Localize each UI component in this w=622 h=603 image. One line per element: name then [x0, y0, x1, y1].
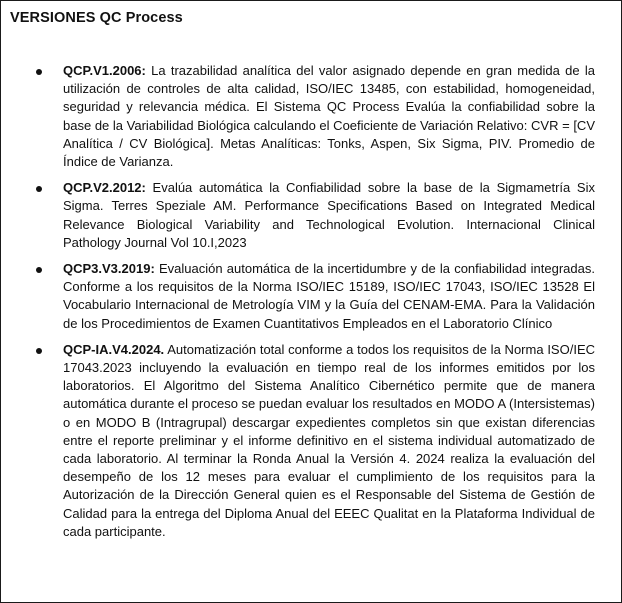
- version-item-v2: [63, 179, 595, 252]
- version-code: QCP.V2.2012:: [63, 180, 146, 196]
- bullet-icon: [36, 186, 42, 192]
- version-item-v1: [63, 62, 595, 171]
- version-description: Evaluación automática de la incertidumbre y de la confiabilidad integradas. Conforme a los requisitos de la Norma ISO/IEC 15189, ISO/IEC 17043, ISO/IEC 13528 El Vocabulario Internacional de Metrología VIM y la Guía del CENAM-EMA. Para la Validación de los Procedimientos de Examen Cuantitativos Empleados en el Laboratorio Clínico: [63, 261, 595, 331]
- bullet-icon: [36, 69, 42, 75]
- version-item-v4: [63, 341, 595, 541]
- version-description: La trazabilidad analítica del valor asignado depende en gran medida de la utilización de controles de alta calidad, ISO/IEC 13485, con estabilidad, homogeneidad, seguridad y relevancia médica. El Sistema QC Process Evalúa la confiabilidad sobre la base de la Variabilidad Biológica calculando el Coeficiente de Variación Relativo: CVR = [CV Analítica / CV Biológica]. Metas Analíticas: Tonks, Aspen, Six Sigma, PIV. Promedio de Índice de Varianza.: [63, 63, 595, 170]
- version-code: QCP3.V3.2019:: [63, 261, 155, 277]
- version-code: QCP.V1.2006:: [63, 63, 146, 78]
- bullet-icon: [36, 267, 42, 273]
- version-description: Evalúa automática la Confiabilidad sobre la base de la Sigmametría Six Sigma. Terres Speziale AM. Performance Specifications Based on Integrated Medical Relevance Biological Variability and Technological Evolution. Internacional Clinical Pathology Journal Vol 10.I,2023: [63, 180, 595, 250]
- version-code: QCP-IA.V4.2024.: [63, 341, 165, 357]
- bullet-icon: [36, 348, 42, 354]
- version-description: Automatización total conforme a todos los requisitos de la Norma ISO/IEC 17043.2023 incluyendo la evaluación en tiempo real de los informes emitidos por los laboratorios. El Algoritmo del Sistema Analítico Cibernético permite que de manera automática durante el proceso se puedan evaluar los resultados en MODO A (Intersistemas) o en MODO B (Intragrupal) descargar expedientes completos sin que existan diferencias entre el reporte preliminar y el informe definitivo en el sistema individual automatizado de cada laboratorio. Al terminar la Ronda Anual la Versión 4. 2024 realiza la evaluación del desempeño de los 12 meses para evaluar el cumplimiento de los requisitos para la Autorización de la Dirección General quien es el Responsable del Sistema de Gestión de Calidad para la entrega del Diploma Anual del EEEC Qualitat en la Plataforma Individual de cada participante.: [63, 341, 595, 539]
- version-item-v3: [63, 260, 595, 333]
- document-title: VERSIONES QC Process: [10, 10, 183, 26]
- versions-list: [63, 62, 595, 541]
